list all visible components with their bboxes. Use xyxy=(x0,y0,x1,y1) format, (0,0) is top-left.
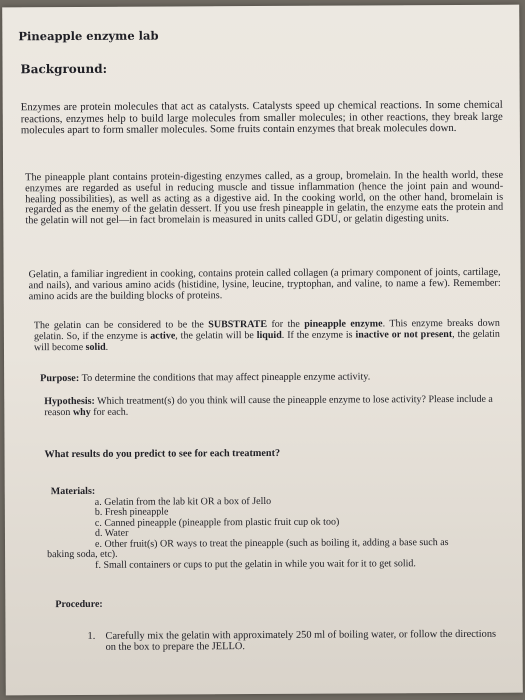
worksheet-page xyxy=(2,5,523,696)
liquid-term: liquid xyxy=(256,329,282,342)
paragraph-bromelain: The pineapple plant contains protein-digesting enzymes called, as a group, bromelain. In the health world, these enzymes are regarded as useful in reducing muscle and tissue inflammation (hence the joint pain and wound-healing possibilities), as well as acting as a digestive aid. In the cooking world, on the other hand, bromelain is regarded as the enemy of the gelatin dessert. If you use fresh pineapple in gelatin, the enzyme eats the protein and the gelatin will not gel—in fact bromelain is measured in units called GDU, or gelatin digesting units. xyxy=(25,169,504,227)
materials-heading: Materials: xyxy=(50,485,96,498)
substrate-text-7: . xyxy=(105,341,109,353)
substrate-term: SUBSTRATE xyxy=(208,318,268,331)
material-item: c. Canned pineapple (pineapple from plastic fruit cup ok too) xyxy=(94,516,340,529)
material-item-continuation: baking soda, etc). xyxy=(47,548,118,561)
step-number: 1. xyxy=(87,630,96,642)
material-item: d. Water xyxy=(94,527,129,539)
step-text: Carefully mix the gelatin with approximately 250 ml of boiling water, or follow the directions on the box to prepare the JELLO. xyxy=(105,628,497,653)
materials-list xyxy=(47,485,501,571)
paragraph-gelatin: Gelatin, a familiar ingredient in cooking, contains protein called collagen (a primary component of joints, cartilage, and nails), and various amino acids (histidine, lysine, leucine, tryptophan, and valine, to name a few). Remember: amino acids are the building blocks of proteins. xyxy=(28,266,501,303)
purpose-text: To determine the conditions that may affect pineapple enzyme activity. xyxy=(79,371,371,384)
predict-question: What results do you predict to see for each treatment? xyxy=(44,447,281,461)
background-heading: Background: xyxy=(20,61,108,77)
purpose-label: Purpose: xyxy=(40,372,80,385)
material-item: f. Small containers or cups to put the gelatin in while you wait for it to get solid. xyxy=(95,557,416,571)
substrate-text-5: . If the enzyme is xyxy=(281,329,356,341)
procedure-heading: Procedure: xyxy=(55,598,103,611)
material-item: b. Fresh pineapple xyxy=(94,506,169,518)
substrate-text-3: . This enzyme breaks down gelatin. So, if the enzyme is xyxy=(33,317,500,343)
paragraph-enzymes: Enzymes are protein molecules that act as catalysts. Catalysts speed up chemical reactions. In some chemical reactions, enzymes help to build large molecules from smaller molecules; in other reactions, they break large molecules apart to form smaller molecules. Some fruits contain enzymes that break molecules down. xyxy=(20,98,503,137)
material-item: e. Other fruit(s) OR ways to treat the pineapple (such as boiling it, adding a base such as xyxy=(94,536,449,550)
substrate-text-1: The gelatin can be considered to be the xyxy=(33,319,209,332)
substrate-text-4: , the gelatin will be xyxy=(175,330,257,342)
page-title: Pineapple enzyme lab xyxy=(18,28,159,44)
pineapple-enzyme-term: pineapple enzyme xyxy=(304,318,383,330)
hypothesis-text-2: for each. xyxy=(90,406,129,418)
hypothesis-why: why xyxy=(72,406,91,418)
hypothesis-label: Hypothesis: xyxy=(44,395,95,408)
procedure-step xyxy=(87,629,497,653)
active-term: active xyxy=(150,330,176,342)
hypothesis-text-1: Which treatment(s) do you think will cause the pineapple enzyme to lose activity? Please include a reason xyxy=(44,393,493,418)
substrate-text-6: , the gelatin will become xyxy=(33,328,500,354)
substrate-text-2: for the xyxy=(266,318,305,330)
paragraph-substrate xyxy=(34,318,500,353)
inactive-term: inactive or not present xyxy=(355,329,453,341)
purpose-line xyxy=(40,371,370,384)
material-item: a. Gelatin from the lab kit OR a box of Jello xyxy=(94,495,272,508)
solid-term: solid xyxy=(85,341,106,353)
hypothesis-block xyxy=(44,395,504,418)
